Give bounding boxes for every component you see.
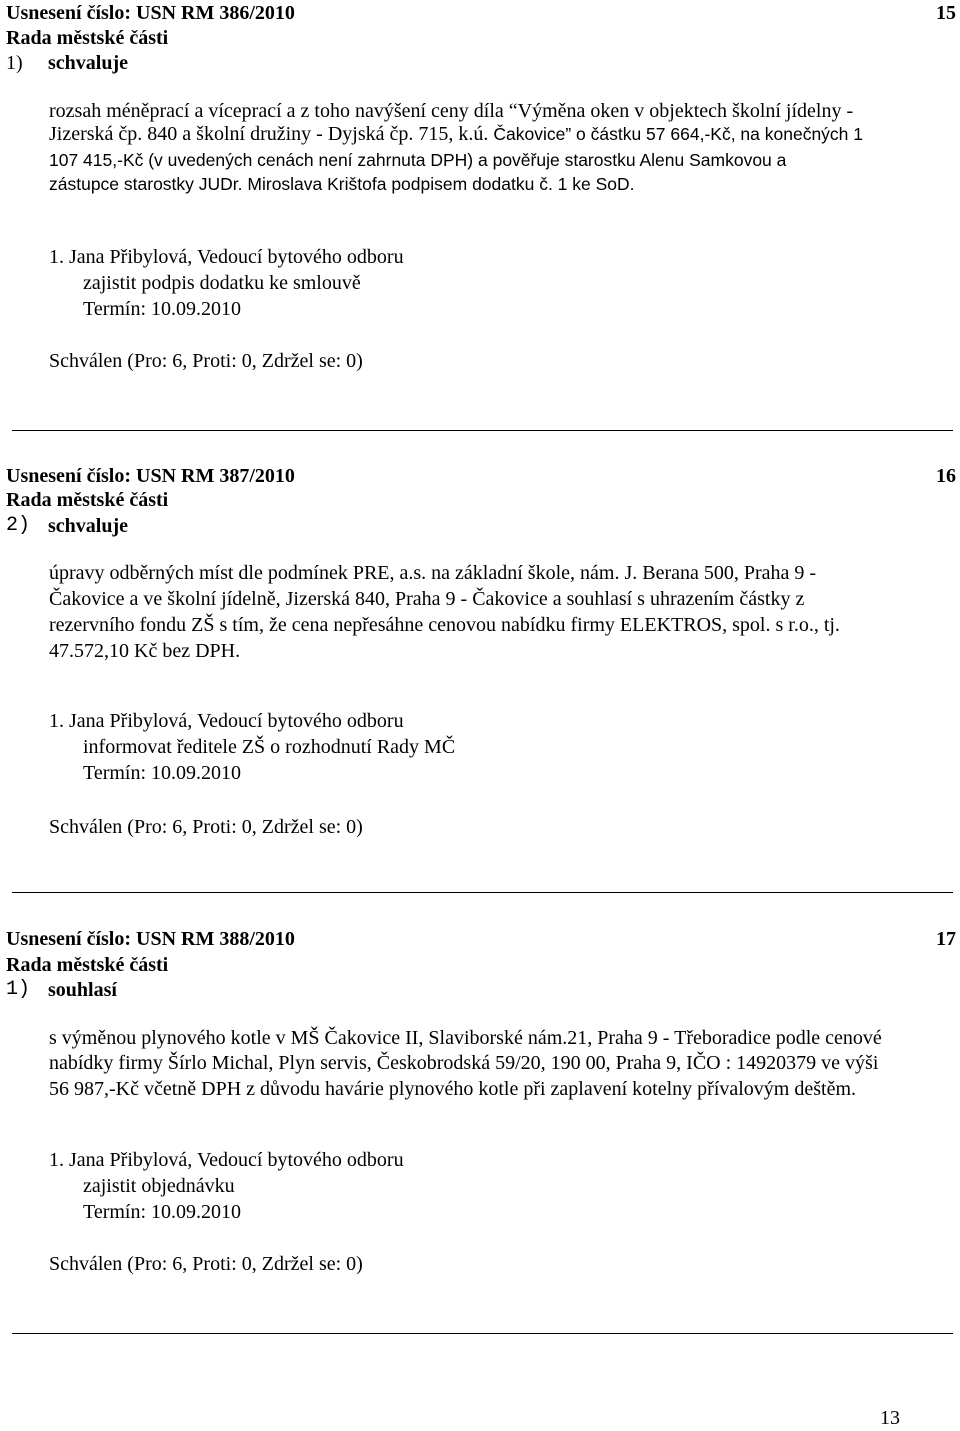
paragraph-line: rezervního fondu ZŠ s tím, že cena nepřesáhne cenovou nabídku firmy ELEKTROS, spol. s r.o., tj. xyxy=(49,614,840,636)
paragraph-line: s výměnou plynového kotle v MŠ Čakovice II, Slaviborské nám.21, Praha 9 - Třeboradice podle cenové xyxy=(49,1027,882,1049)
vote-result: Schválen (Pro: 6, Proti: 0, Zdržel se: 0) xyxy=(49,816,363,838)
paragraph-line: 47.572,10 Kč bez DPH. xyxy=(49,640,241,662)
paragraph-line: úpravy odběrných míst dle podmínek PRE, a.s. na základní škole, nám. J. Berana 500, Praha 9 - xyxy=(49,562,817,584)
task-person: 1. Jana Přibylová, Vedoucí bytového odboru xyxy=(49,246,404,268)
action-marker: 1) xyxy=(6,52,23,74)
task-text: zajistit podpis dodatku ke smlouvě xyxy=(83,272,361,294)
task-person: 1. Jana Přibylová, Vedoucí bytového odboru xyxy=(49,710,404,732)
action-marker: 1) xyxy=(6,978,31,1001)
resolution-title: Usnesení číslo: USN RM 388/2010 xyxy=(6,928,295,950)
action-verb: schvaluje xyxy=(48,515,128,537)
resolution-title: Usnesení číslo: USN RM 387/2010 xyxy=(6,465,295,487)
resolution-number: 17 xyxy=(936,928,956,950)
page-number: 13 xyxy=(880,1407,900,1429)
separator-rule xyxy=(12,1333,953,1334)
action-verb: schvaluje xyxy=(48,52,128,74)
council-name: Rada městské části xyxy=(6,954,169,976)
deadline: Termín: 10.09.2010 xyxy=(83,762,242,784)
task-person: 1. Jana Přibylová, Vedoucí bytového odboru xyxy=(49,1149,404,1171)
paragraph-line: zástupce starostky JUDr. Miroslava Krištofa podpisem dodatku č. 1 ke SoD. xyxy=(49,174,635,194)
paragraph-segment-sans: Čakovice” o částku 57 664,-Kč, na konečných 1 xyxy=(493,124,864,144)
deadline: Termín: 10.09.2010 xyxy=(83,1201,242,1223)
paragraph-line: 107 415,-Kč (v uvedených cenách není zahrnuta DPH) a pověřuje starostku Alenu Samkovou a xyxy=(49,150,787,170)
paragraph-line: rozsah méněprací a víceprací a z toho navýšení ceny díla “Výměna oken v objektech školní jídelny - xyxy=(49,100,854,122)
paragraph-line: nabídky firmy Šírlo Michal, Plyn servis, Českobrodská 59/20, 190 00, Praha 9, IČO : 14920379 ve výši xyxy=(49,1052,879,1074)
resolution-number: 15 xyxy=(936,2,956,24)
council-name: Rada městské části xyxy=(6,27,169,49)
action-verb: souhlasí xyxy=(48,979,117,1001)
council-name: Rada městské části xyxy=(6,489,169,511)
task-text: informovat ředitele ZŠ o rozhodnutí Rady MČ xyxy=(83,736,456,758)
resolution-title: Usnesení číslo: USN RM 386/2010 xyxy=(6,2,295,24)
resolution-number: 16 xyxy=(936,465,956,487)
paragraph-line: Čakovice a ve školní jídelně, Jizerská 840, Praha 9 - Čakovice a souhlasí s uhrazením částky z xyxy=(49,588,805,610)
separator-rule xyxy=(12,892,953,893)
vote-result: Schválen (Pro: 6, Proti: 0, Zdržel se: 0) xyxy=(49,350,363,372)
separator-rule xyxy=(12,430,953,431)
paragraph-line: 56 987,-Kč včetně DPH z důvodu havárie plynového kotle při zaplavení kotelny přívalovým deštěm. xyxy=(49,1078,857,1100)
paragraph-segment-serif: Jizerská čp. 840 a školní družiny - Dyjská čp. 715, k.ú. xyxy=(49,123,489,145)
action-marker: 2) xyxy=(6,514,31,537)
deadline: Termín: 10.09.2010 xyxy=(83,298,242,320)
paragraph-line xyxy=(49,121,863,147)
vote-result: Schválen (Pro: 6, Proti: 0, Zdržel se: 0) xyxy=(49,1253,363,1275)
task-text: zajistit objednávku xyxy=(83,1175,235,1197)
